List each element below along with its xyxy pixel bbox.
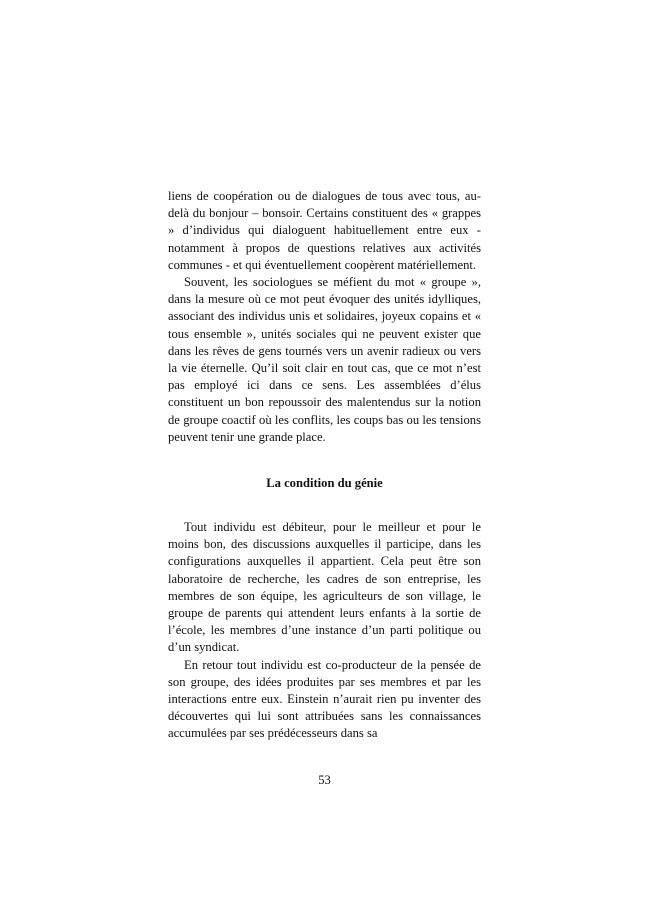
page-number: 53 (318, 773, 331, 787)
text-block-top (168, 188, 481, 446)
text-block-bottom (168, 519, 481, 743)
section-title: La condition du génie (266, 476, 383, 490)
paragraph-groupe: Souvent, les sociologues se méfient du mot « groupe », dans la mesure où ce mot peut évoquer des unités idylliques, associant des individus unis et solidaires, joyeux copains et « tous ensemble », unités sociales qui ne peuvent exister que dans les rêves de gens tournés vers un avenir radieux ou vers la vie éternelle. Qu’il soit clair en tout cas, que ce mot n’est pas employé ici dans ce sens. Les assemblées d’élus constituent un bon repoussoir des malentendus sur la notion de groupe coactif où les conflits, les coups bas ou les tensions peuvent tenir une grande place. (168, 275, 481, 444)
paragraph-debiteur: Tout individu est débiteur, pour le meilleur et pour le moins bon, des discussions auxquelles il participe, dans les configurations auxquelles il appartient. Cela peut être son laboratoire de recherche, les cadres de son entreprise, les membres de son équipe, les agriculteurs de son village, le groupe de parents qui attendent leurs enfants à la sortie de l’école, les membres d’une instance d’un parti politique ou d’un syndicat. (168, 520, 481, 655)
paragraph-continuation: liens de coopération ou de dialogues de tous avec tous, au-delà du bonjour – bonsoir. Certains constituent des « grappes » d’individus qui dialoguent habituellement entre eux - notamment à propos de questions relatives aux activités communes - et qui éventuellement coopèrent matériellement. (168, 189, 481, 272)
paragraph-coproducteur: En retour tout individu est co-producteur de la pensée de son groupe, des idées produites par ses membres et par les interactions entre eux. Einstein n’aurait rien pu inventer des découvertes qui lui sont attribuées sans les connaissances accumulées par ses prédécesseurs dans sa (168, 657, 481, 741)
